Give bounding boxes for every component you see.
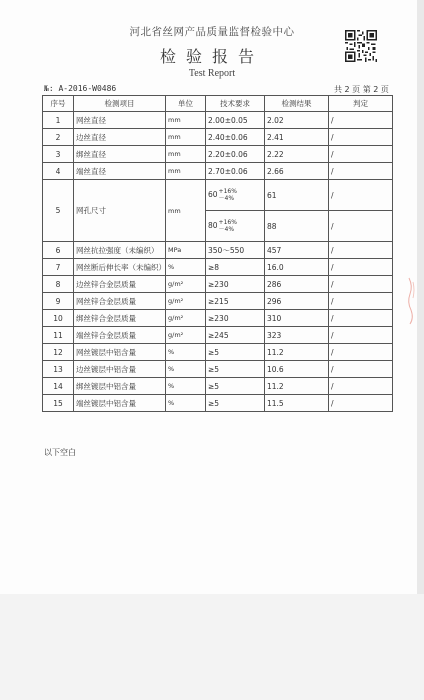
result: 2.22 bbox=[265, 146, 329, 163]
unit: mm bbox=[166, 129, 206, 146]
blank-below-note: 以下空白 bbox=[44, 448, 76, 457]
requirement: ≥5 bbox=[206, 395, 265, 412]
verdict: / bbox=[329, 310, 393, 327]
result: 296 bbox=[265, 293, 329, 310]
requirement bbox=[206, 211, 265, 242]
tolerance-plus: +16% bbox=[218, 219, 237, 226]
result: 88 bbox=[265, 211, 329, 242]
verdict: / bbox=[329, 146, 393, 163]
test-item: 网丝断后伸长率（未编织） bbox=[74, 259, 166, 276]
table-row bbox=[43, 129, 393, 146]
test-item: 网丝直径 bbox=[74, 112, 166, 129]
result: 323 bbox=[265, 327, 329, 344]
unit: % bbox=[166, 259, 206, 276]
test-item: 网丝锌合金层质量 bbox=[74, 293, 166, 310]
tolerance bbox=[219, 188, 237, 202]
tolerance bbox=[219, 219, 237, 233]
table-row bbox=[43, 378, 393, 395]
result: 10.6 bbox=[265, 361, 329, 378]
seal-stamp-icon bbox=[405, 276, 417, 326]
requirement: 2.70±0.06 bbox=[206, 163, 265, 180]
row-number: 2 bbox=[43, 129, 74, 146]
test-item: 绑丝锌合金层质量 bbox=[74, 310, 166, 327]
unit: mm bbox=[166, 163, 206, 180]
unit: g/m² bbox=[166, 293, 206, 310]
test-results-table bbox=[42, 95, 393, 412]
unit: mm bbox=[166, 146, 206, 163]
row-number: 7 bbox=[43, 259, 74, 276]
qr-code-icon bbox=[345, 30, 377, 62]
unit: g/m² bbox=[166, 310, 206, 327]
verdict: / bbox=[329, 259, 393, 276]
table-row bbox=[43, 259, 393, 276]
table-header-row bbox=[43, 96, 393, 112]
column-header: 单位 bbox=[166, 96, 206, 112]
requirement bbox=[206, 180, 265, 211]
requirement: ≥5 bbox=[206, 378, 265, 395]
test-item: 边丝镀层中铝含量 bbox=[74, 361, 166, 378]
page-bottom-margin bbox=[0, 594, 424, 700]
result: 286 bbox=[265, 276, 329, 293]
test-item: 绑丝镀层中铝含量 bbox=[74, 378, 166, 395]
result: 457 bbox=[265, 242, 329, 259]
result: 11.5 bbox=[265, 395, 329, 412]
result: 2.02 bbox=[265, 112, 329, 129]
tolerance-minus: －4% bbox=[218, 226, 235, 233]
row-number: 5 bbox=[43, 180, 74, 242]
verdict: / bbox=[329, 293, 393, 310]
page-info: 共 2 页 第 2 页 bbox=[334, 85, 389, 94]
unit: % bbox=[166, 361, 206, 378]
organization-name: 河北省丝网产品质量监督检验中心 bbox=[129, 26, 295, 38]
report-title: 检验报告 bbox=[159, 47, 264, 66]
requirement: 2.40±0.06 bbox=[206, 129, 265, 146]
column-header: 判定 bbox=[329, 96, 393, 112]
table-row bbox=[43, 361, 393, 378]
unit: g/m² bbox=[166, 276, 206, 293]
test-item: 端丝镀层中铝含量 bbox=[74, 395, 166, 412]
column-header: 序号 bbox=[43, 96, 74, 112]
row-number: 6 bbox=[43, 242, 74, 259]
result: 2.41 bbox=[265, 129, 329, 146]
table-row bbox=[43, 293, 393, 310]
table-row bbox=[43, 310, 393, 327]
unit: % bbox=[166, 378, 206, 395]
requirement: ≥5 bbox=[206, 361, 265, 378]
result: 11.2 bbox=[265, 344, 329, 361]
requirement-base: 60 bbox=[208, 190, 218, 199]
requirement: ≥215 bbox=[206, 293, 265, 310]
requirement: ≥5 bbox=[206, 344, 265, 361]
verdict: / bbox=[329, 378, 393, 395]
result: 310 bbox=[265, 310, 329, 327]
row-number: 12 bbox=[43, 344, 74, 361]
row-number: 9 bbox=[43, 293, 74, 310]
test-item: 网丝抗拉强度（未编织） bbox=[74, 242, 166, 259]
table-row bbox=[43, 344, 393, 361]
verdict: / bbox=[329, 344, 393, 361]
unit: g/m² bbox=[166, 327, 206, 344]
test-item: 网孔尺寸 bbox=[74, 180, 166, 242]
result: 2.66 bbox=[265, 163, 329, 180]
test-item: 网丝镀层中铝含量 bbox=[74, 344, 166, 361]
requirement: ≥230 bbox=[206, 276, 265, 293]
unit: mm bbox=[166, 180, 206, 242]
unit: MPa bbox=[166, 242, 206, 259]
verdict: / bbox=[329, 211, 393, 242]
row-number: 1 bbox=[43, 112, 74, 129]
test-item: 端丝直径 bbox=[74, 163, 166, 180]
verdict: / bbox=[329, 361, 393, 378]
result: 16.0 bbox=[265, 259, 329, 276]
verdict: / bbox=[329, 163, 393, 180]
test-item: 边丝锌合金层质量 bbox=[74, 276, 166, 293]
verdict: / bbox=[329, 395, 393, 412]
verdict: / bbox=[329, 112, 393, 129]
verdict: / bbox=[329, 180, 393, 211]
table-row bbox=[43, 180, 393, 211]
row-number: 4 bbox=[43, 163, 74, 180]
table-row bbox=[43, 112, 393, 129]
result: 61 bbox=[265, 180, 329, 211]
row-number: 8 bbox=[43, 276, 74, 293]
verdict: / bbox=[329, 276, 393, 293]
row-number: 11 bbox=[43, 327, 74, 344]
row-number: 15 bbox=[43, 395, 74, 412]
report-number: №: A-2016-W0486 bbox=[44, 84, 117, 93]
table-row bbox=[43, 146, 393, 163]
test-item: 绑丝直径 bbox=[74, 146, 166, 163]
unit: % bbox=[166, 344, 206, 361]
tolerance-minus: －4% bbox=[218, 195, 235, 202]
row-number: 14 bbox=[43, 378, 74, 395]
table-row bbox=[43, 327, 393, 344]
requirement-base: 80 bbox=[208, 221, 218, 230]
requirement: ≥230 bbox=[206, 310, 265, 327]
report-title-english: Test Report bbox=[188, 68, 236, 79]
verdict: / bbox=[329, 129, 393, 146]
result: 11.2 bbox=[265, 378, 329, 395]
tolerance-plus: +16% bbox=[218, 188, 237, 195]
verdict: / bbox=[329, 327, 393, 344]
row-number: 3 bbox=[43, 146, 74, 163]
requirement: 2.00±0.05 bbox=[206, 112, 265, 129]
row-number: 13 bbox=[43, 361, 74, 378]
requirement: ≥245 bbox=[206, 327, 265, 344]
table-row bbox=[43, 395, 393, 412]
column-header: 技术要求 bbox=[206, 96, 265, 112]
verdict: / bbox=[329, 242, 393, 259]
column-header: 检测结果 bbox=[265, 96, 329, 112]
test-item: 端丝锌合金层质量 bbox=[74, 327, 166, 344]
unit: mm bbox=[166, 112, 206, 129]
table-row bbox=[43, 276, 393, 293]
requirement: 350～550 bbox=[206, 242, 265, 259]
requirement: ≥8 bbox=[206, 259, 265, 276]
unit: % bbox=[166, 395, 206, 412]
column-header: 检测项目 bbox=[74, 96, 166, 112]
table-row bbox=[43, 242, 393, 259]
row-number: 10 bbox=[43, 310, 74, 327]
test-item: 边丝直径 bbox=[74, 129, 166, 146]
table-row bbox=[43, 163, 393, 180]
requirement: 2.20±0.06 bbox=[206, 146, 265, 163]
